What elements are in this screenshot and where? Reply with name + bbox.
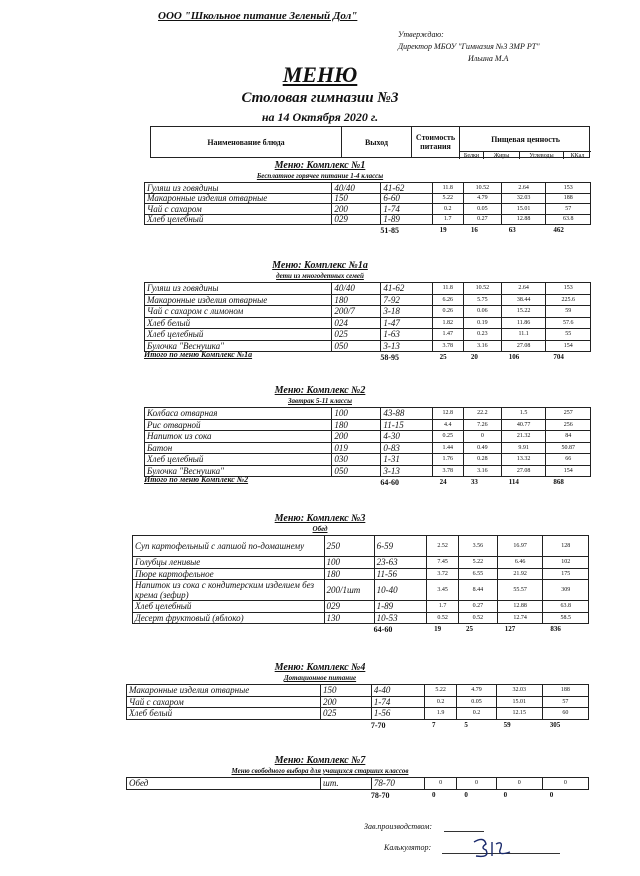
carbs: 12.74: [498, 613, 544, 624]
proteins: 1.7: [427, 601, 459, 612]
carbs: 40.77: [502, 420, 547, 431]
dish-name: Макаронные изделия отварные: [145, 295, 332, 306]
fats: 0.28: [464, 454, 502, 465]
dish-name: Булочка "Веснушка": [145, 341, 332, 352]
fats: 0.27: [459, 601, 498, 612]
header-nutrition: Пищевая ценность: [459, 127, 591, 157]
carbs: 55.57: [498, 580, 544, 600]
approval-line: Директор МБОУ "Гимназия №3 ЗМР РТ": [398, 42, 540, 51]
price: 1-47: [381, 318, 432, 329]
portion-output: 050: [332, 466, 381, 477]
carbs: 0: [497, 778, 543, 789]
total-nutrition: 704: [553, 353, 564, 361]
menu-table: [144, 407, 591, 477]
price: 1-63: [381, 329, 432, 340]
table-row: [145, 183, 591, 194]
section-subtitle: Дотационное питание: [283, 674, 357, 682]
section-title: Меню: Комплекс №2: [274, 385, 366, 396]
carbs: 15.01: [502, 204, 547, 214]
dish-name: Десерт фруктовый (яблоко): [133, 613, 325, 624]
total-price: 7-70: [370, 720, 386, 730]
kcal: 102: [543, 557, 589, 568]
table-row: [127, 697, 589, 709]
total-nutrition: 33: [470, 478, 478, 486]
fats: 0: [464, 431, 502, 442]
table-row: [145, 454, 591, 466]
portion-output: 150: [332, 194, 381, 204]
price: 1-74: [381, 204, 432, 214]
carbs: 12.15: [497, 708, 543, 719]
header-kcal: ККал: [563, 151, 591, 159]
portion-output: 40/40: [332, 283, 381, 294]
kcal: 57: [546, 204, 591, 214]
fats: 5.75: [464, 295, 502, 306]
portion-output: 200: [321, 697, 372, 708]
total-nutrition: 19: [439, 226, 447, 234]
price: 10-53: [375, 613, 427, 624]
header-cost: Стоимость питания: [411, 127, 459, 157]
carbs: 21.92: [498, 569, 544, 580]
table-row: [133, 536, 589, 557]
dish-name: Голубцы ленивые: [133, 557, 325, 568]
section-subtitle: дети из многодетных семей: [276, 272, 364, 280]
proteins: 1.76: [433, 454, 464, 465]
price: 6-60: [381, 194, 432, 204]
table-row: [145, 204, 591, 215]
dish-name: Макаронные изделия отварные: [145, 194, 332, 204]
total-nutrition: 59: [503, 720, 511, 729]
carbs: 21.32: [502, 431, 547, 442]
section-subtitle: Обед: [312, 525, 328, 533]
dish-name: Напиток из сока: [145, 431, 332, 442]
price: 1-89: [381, 215, 432, 225]
production-signature-label: Зав.производством:: [364, 822, 433, 831]
portion-output: 025: [332, 329, 381, 340]
proteins: 0.2: [425, 697, 457, 708]
kcal: 50.87: [546, 443, 591, 454]
header-proteins: Белки: [459, 151, 483, 159]
carbs: 12.88: [498, 601, 544, 612]
total-nutrition: 127: [504, 625, 516, 633]
table-row: [133, 613, 589, 625]
fats: 4.79: [464, 194, 502, 204]
table-row: [145, 408, 591, 420]
dish-name: Колбаса отварная: [145, 408, 332, 419]
dish-name: Напиток из сока с кондитерским изделием без крема (зефир): [133, 580, 325, 600]
dish-name: Хлеб целебный: [145, 454, 332, 465]
organization-name: ООО "Школьное питание Зеленый Дол": [158, 10, 358, 22]
table-row: [145, 295, 591, 307]
fats: 10.52: [464, 183, 502, 193]
dish-name: Чай с сахаром с лимоном: [145, 306, 332, 317]
carbs: 13.32: [502, 454, 547, 465]
carbs: 2.64: [502, 183, 547, 193]
portion-output: шт.: [321, 778, 372, 789]
total-nutrition: 0: [503, 790, 508, 799]
price: 3-13: [381, 466, 432, 477]
fats: 0.19: [464, 318, 502, 329]
price: 7-92: [381, 295, 432, 306]
table-row: [127, 685, 589, 697]
proteins: 1.7: [433, 215, 464, 225]
dish-name: Суп картофельный с лапшой по-домашнему: [133, 536, 325, 556]
fats: 10.52: [464, 283, 502, 294]
kcal: 57: [543, 697, 589, 708]
price: 4-30: [381, 431, 432, 442]
kcal: 63.8: [546, 215, 591, 225]
proteins: 1.9: [425, 708, 457, 719]
dish-name: Обед: [127, 778, 321, 789]
table-row: [145, 194, 591, 205]
portion-output: 250: [325, 536, 375, 556]
proteins: 5.22: [433, 194, 464, 204]
total-nutrition: 25: [466, 625, 474, 633]
total-nutrition: 20: [470, 353, 478, 361]
kcal: 63.8: [543, 601, 589, 612]
price: 1-74: [372, 697, 425, 708]
total-price: 51-85: [380, 226, 400, 235]
menu-table: [126, 777, 589, 790]
kcal: 225.6: [546, 295, 591, 306]
kcal: 128: [543, 536, 589, 556]
proteins: 1.47: [433, 329, 464, 340]
total-nutrition: 868: [553, 478, 564, 486]
carbs: 1.5: [502, 408, 547, 419]
proteins: 3.72: [427, 569, 459, 580]
fats: 5.22: [459, 557, 498, 568]
price: 11-56: [375, 569, 427, 580]
dish-name: Гуляш из говядины: [145, 283, 332, 294]
kcal: 66: [546, 454, 591, 465]
total-price: 64-60: [373, 625, 393, 634]
fats: 8.44: [459, 580, 498, 600]
kcal: 0: [543, 778, 589, 789]
fats: 0.23: [464, 329, 502, 340]
dish-name: Хлеб белый: [127, 708, 321, 719]
dish-name: Батон: [145, 443, 332, 454]
section-total-label: Итого по меню Комплекс №2: [144, 475, 249, 484]
price: 0-83: [381, 443, 432, 454]
price: 4-40: [372, 685, 425, 696]
dish-name: Рис отварной: [145, 420, 332, 431]
price: 78-70: [372, 778, 425, 789]
portion-output: 180: [332, 295, 381, 306]
total-nutrition: 0: [464, 790, 468, 799]
total-nutrition: 106: [508, 353, 520, 361]
proteins: 0.2: [433, 204, 464, 214]
total-price: 64-60: [380, 478, 400, 487]
price: 43-88: [381, 408, 432, 419]
section-title: Меню: Комплекс №3: [274, 513, 366, 524]
proteins: 5.22: [425, 685, 457, 696]
calculator-signature-label: Калькулятор:: [384, 843, 432, 852]
kcal: 309: [543, 580, 589, 600]
price: 41-62: [381, 183, 432, 193]
carbs: 38.44: [502, 295, 547, 306]
dish-name: Хлеб белый: [145, 318, 332, 329]
page-title: МЕНЮ: [282, 62, 358, 87]
menu-table: [132, 535, 589, 624]
total-nutrition: 0: [431, 790, 436, 799]
total-nutrition: 114: [508, 478, 519, 486]
total-nutrition: 63: [508, 226, 516, 234]
portion-output: 200/1шт: [325, 580, 375, 600]
total-nutrition: 24: [439, 478, 447, 486]
total-price: 78-70: [370, 790, 390, 800]
table-row: [145, 283, 591, 295]
price: 23-63: [375, 557, 427, 568]
header-carbs: Углеводы: [519, 151, 563, 159]
portion-output: 130: [325, 613, 375, 624]
proteins: 6.26: [433, 295, 464, 306]
fats: 0: [457, 778, 496, 789]
table-row: [127, 778, 589, 790]
portion-output: 029: [325, 601, 375, 612]
fats: 7.26: [464, 420, 502, 431]
proteins: 1.44: [433, 443, 464, 454]
portion-output: 025: [321, 708, 372, 719]
carbs: 9.91: [502, 443, 547, 454]
carbs: 6.46: [498, 557, 544, 568]
portion-output: 024: [332, 318, 381, 329]
proteins: 2.52: [427, 536, 459, 556]
proteins: 12.8: [433, 408, 464, 419]
menu-table: [144, 282, 591, 352]
proteins: 3.78: [433, 341, 464, 352]
table-row: [127, 708, 589, 720]
section-title: Меню: Комплекс №7: [274, 755, 366, 766]
section-total-label: Итого по меню Комплекс №1а: [144, 350, 253, 359]
table-row: [145, 329, 591, 341]
portion-output: 200/7: [332, 306, 381, 317]
menu-table: [144, 182, 591, 225]
kcal: 153: [546, 183, 591, 193]
kcal: 58.5: [543, 613, 589, 624]
fats: 0.52: [459, 613, 498, 624]
table-row: [133, 580, 589, 601]
fats: 0.49: [464, 443, 502, 454]
section-subtitle: Завтрак 5-11 классы: [288, 397, 352, 405]
proteins: 0.26: [433, 306, 464, 317]
proteins: 3.78: [433, 466, 464, 477]
fats: 0.06: [464, 306, 502, 317]
table-row: [133, 569, 589, 581]
fats: 0.05: [464, 204, 502, 214]
approval-line: Ильина М.А: [468, 54, 509, 63]
portion-output: 200: [332, 431, 381, 442]
carbs: 11.86: [502, 318, 547, 329]
total-nutrition: 25: [439, 353, 447, 361]
total-nutrition: 305: [549, 720, 561, 729]
table-row: [145, 431, 591, 443]
table-row: [133, 557, 589, 569]
kcal: 59: [546, 306, 591, 317]
fats: 22.2: [464, 408, 502, 419]
table-row: [145, 420, 591, 432]
total-nutrition: 7: [431, 720, 436, 729]
portion-output: 019: [332, 443, 381, 454]
header-name: Наименование блюда: [207, 137, 285, 147]
proteins: 0: [425, 778, 457, 789]
carbs: 15.01: [497, 697, 543, 708]
portion-output: 100: [332, 408, 381, 419]
header-fats: Жиры: [483, 151, 519, 159]
proteins: 7.45: [427, 557, 459, 568]
fats: 3.16: [464, 341, 502, 352]
price: 3-18: [381, 306, 432, 317]
kcal: 175: [543, 569, 589, 580]
carbs: 11.1: [502, 329, 547, 340]
header-output: Выход: [341, 127, 411, 157]
fats: 0.05: [457, 697, 496, 708]
portion-output: 180: [332, 420, 381, 431]
price: 1-89: [375, 601, 427, 612]
dish-name: Хлеб целебный: [133, 601, 325, 612]
carbs: 27.08: [502, 341, 547, 352]
portion-output: 150: [321, 685, 372, 696]
carbs: 12.88: [502, 215, 547, 225]
fats: 3.16: [464, 466, 502, 477]
price: 6-59: [375, 536, 427, 556]
fats: 0.27: [464, 215, 502, 225]
kcal: 188: [543, 685, 589, 696]
proteins: 1.82: [433, 318, 464, 329]
portion-output: 030: [332, 454, 381, 465]
handwritten-signature-icon: [470, 836, 514, 860]
portion-output: 200: [332, 204, 381, 214]
proteins: 0.25: [433, 431, 464, 442]
section-title: Меню: Комплекс №1а: [272, 260, 368, 271]
carbs: 16.97: [498, 536, 544, 556]
proteins: 3.45: [427, 580, 459, 600]
total-nutrition: 16: [470, 226, 478, 234]
dish-name: Хлеб целебный: [145, 329, 332, 340]
carbs: 27.08: [502, 466, 547, 477]
dish-name: Пюре картофельное: [133, 569, 325, 580]
proteins: 4.4: [433, 420, 464, 431]
table-row: [145, 215, 591, 226]
proteins: 0.52: [427, 613, 459, 624]
table-header: [150, 126, 590, 158]
kcal: 57.6: [546, 318, 591, 329]
total-nutrition: 462: [553, 226, 564, 234]
dish-name: Хлеб целебный: [145, 215, 332, 225]
kcal: 84: [546, 431, 591, 442]
kcal: 153: [546, 283, 591, 294]
kcal: 256: [546, 420, 591, 431]
price: 1-31: [381, 454, 432, 465]
kcal: 154: [546, 341, 591, 352]
portion-output: 050: [332, 341, 381, 352]
table-row: [145, 318, 591, 330]
price: 10-40: [375, 580, 427, 600]
section-title: Меню: Комплекс №1: [274, 160, 366, 171]
price: 41-62: [381, 283, 432, 294]
price: 3-13: [381, 341, 432, 352]
dish-name: Макаронные изделия отварные: [127, 685, 321, 696]
approval-line: Утверждаю:: [398, 30, 444, 39]
fats: 0.2: [457, 708, 496, 719]
proteins: 11.8: [433, 183, 464, 193]
dish-name: Булочка "Веснушка": [145, 466, 332, 477]
carbs: 2.64: [502, 283, 547, 294]
total-nutrition: 19: [434, 625, 442, 633]
signature-line: [444, 831, 484, 832]
portion-output: 180: [325, 569, 375, 580]
carbs: 32.03: [497, 685, 543, 696]
portion-output: 100: [325, 557, 375, 568]
menu-date: на 14 Октября 2020 г.: [261, 110, 379, 124]
price: 11-15: [381, 420, 432, 431]
portion-output: 029: [332, 215, 381, 225]
kcal: 257: [546, 408, 591, 419]
kcal: 60: [543, 708, 589, 719]
price: 1-56: [372, 708, 425, 719]
table-row: [145, 443, 591, 455]
section-title: Меню: Комплекс №4: [274, 662, 366, 673]
fats: 6.55: [459, 569, 498, 580]
portion-output: 40/40: [332, 183, 381, 193]
section-subtitle: Бесплатное горячее питание 1-4 классы: [256, 172, 384, 180]
table-row: [133, 601, 589, 613]
carbs: 15.22: [502, 306, 547, 317]
dish-name: Чай с сахаром: [127, 697, 321, 708]
total-nutrition: 836: [550, 625, 561, 633]
dish-name: Гуляш из говядины: [145, 183, 332, 193]
total-price: 58-95: [380, 353, 400, 362]
dish-name: Чай с сахаром: [145, 204, 332, 214]
total-nutrition: 5: [464, 720, 468, 729]
kcal: 55: [546, 329, 591, 340]
fats: 4.79: [457, 685, 496, 696]
section-subtitle: Меню свободного выбора для учащихся старших классов: [231, 767, 409, 775]
proteins: 11.8: [433, 283, 464, 294]
carbs: 32.03: [502, 194, 547, 204]
table-row: [145, 306, 591, 318]
menu-table: [126, 684, 589, 720]
fats: 3.56: [459, 536, 498, 556]
page-subtitle: Столовая гимназии №3: [241, 90, 399, 106]
kcal: 154: [546, 466, 591, 477]
kcal: 188: [546, 194, 591, 204]
total-nutrition: 0: [549, 790, 554, 799]
